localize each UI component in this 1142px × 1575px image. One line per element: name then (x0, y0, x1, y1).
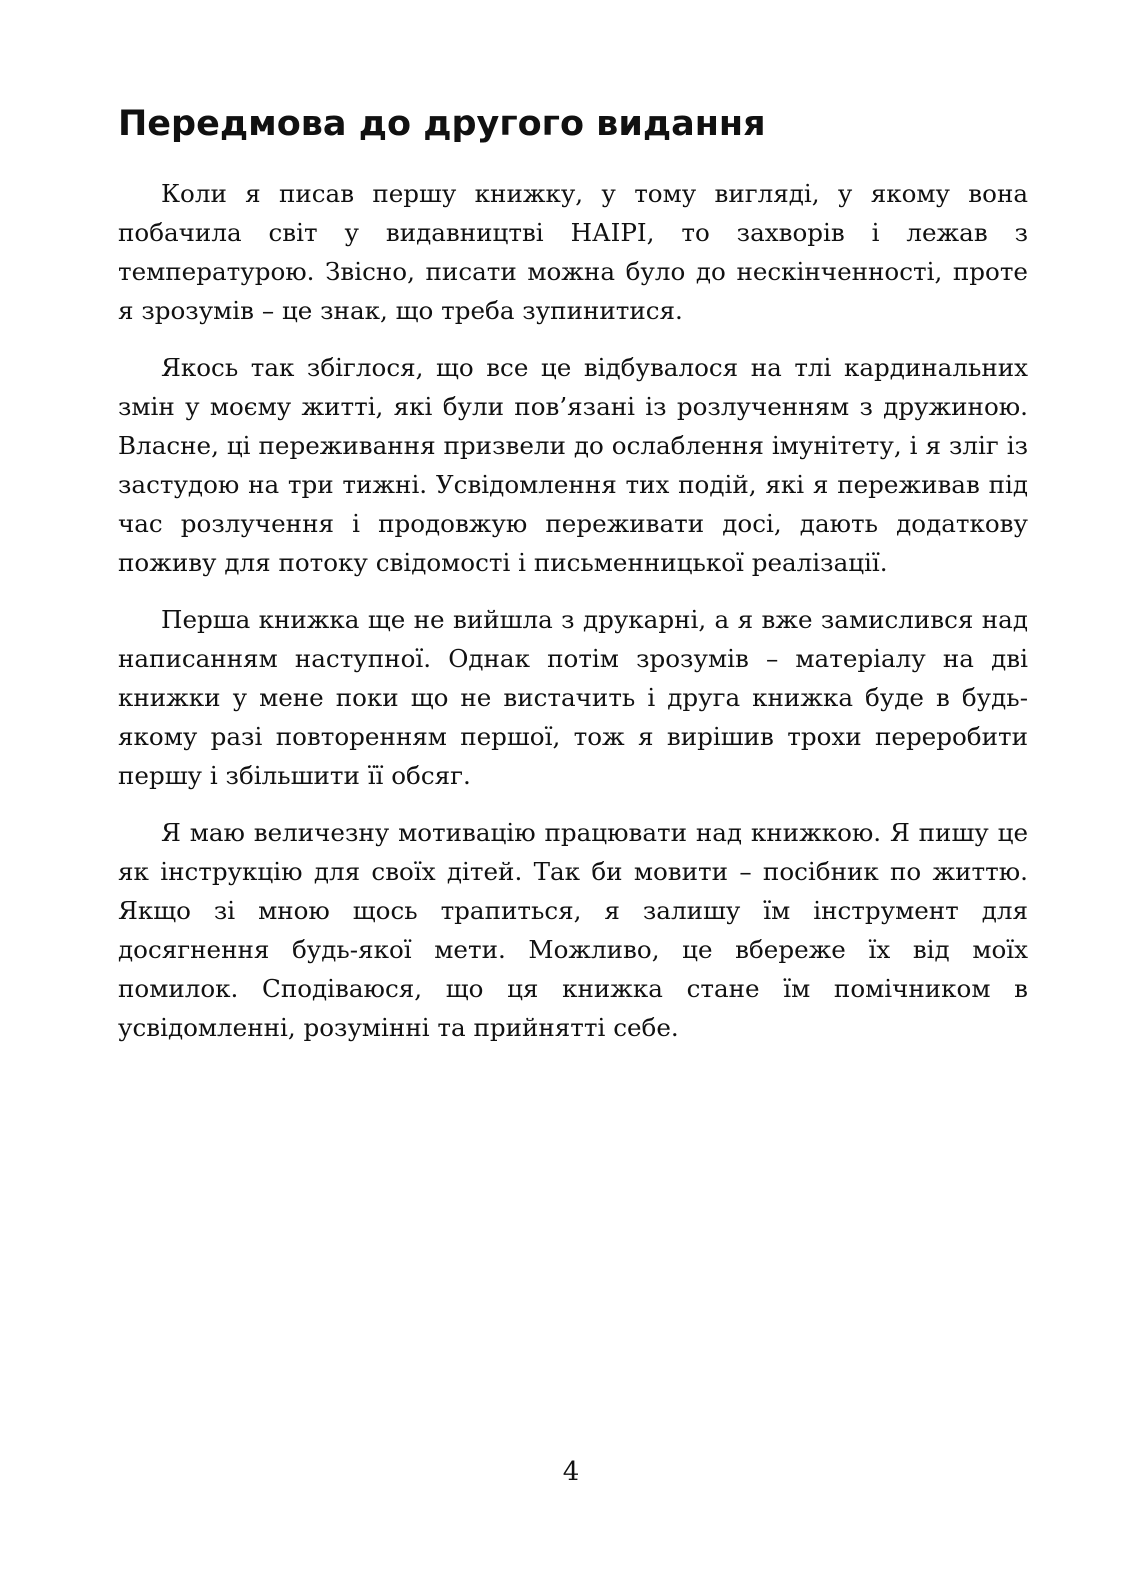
page-number: 4 (562, 1457, 580, 1487)
paragraph-1: Коли я писав першу книжку, у тому вигляді, у якому вона побачила світ у видавництві НАІРІ, то захворів і лежав з температурою. Звісно, писати можна було до нескінченності, проте я зрозумів – це знак, що треба зупинитися. (118, 179, 1028, 325)
paragraph-2: Якось так збіглося, що все це відбувалося на тлі кардинальних змін у моєму житті, які були пов’язані із розлученням з дружиною. Власне, ці переживання призвели до ослаблення імунітету, і я зліг із застудою на три тижні. Усвідомлення тих подій, які я переживав під час розлучення і продовжую переживати досі, дають додаткову поживу для потоку свідомості і письменницької реалізації. (118, 353, 1028, 577)
chapter-title: Передмова до другого видання (118, 104, 766, 144)
paragraph-3: Перша книжка ще не вийшла з друкарні, а я вже замислився над написанням наступної. Однак потім зрозумів – матеріалу на дві книжки у мене поки що не вистачить і друга книжка буде в будь-якому разі повторенням першої, тож я вирішив трохи переробити першу і збільшити її обсяг. (118, 605, 1028, 790)
paragraph-4: Я маю величезну мотивацію працювати над книжкою. Я пишу це як інструкцію для своїх дітей. Так би мовити – посібник по життю. Якщо зі мною щось трапиться, я залишу їм інструмент для досягнення будь-якої мети. Можливо, це вбереже їх від моїх помилок. Сподіваюся, що ця книжка стане їм помічником в усвідомленні, розумінні та прийнятті себе. (118, 818, 1028, 1042)
chapter-body (118, 174, 1028, 1065)
